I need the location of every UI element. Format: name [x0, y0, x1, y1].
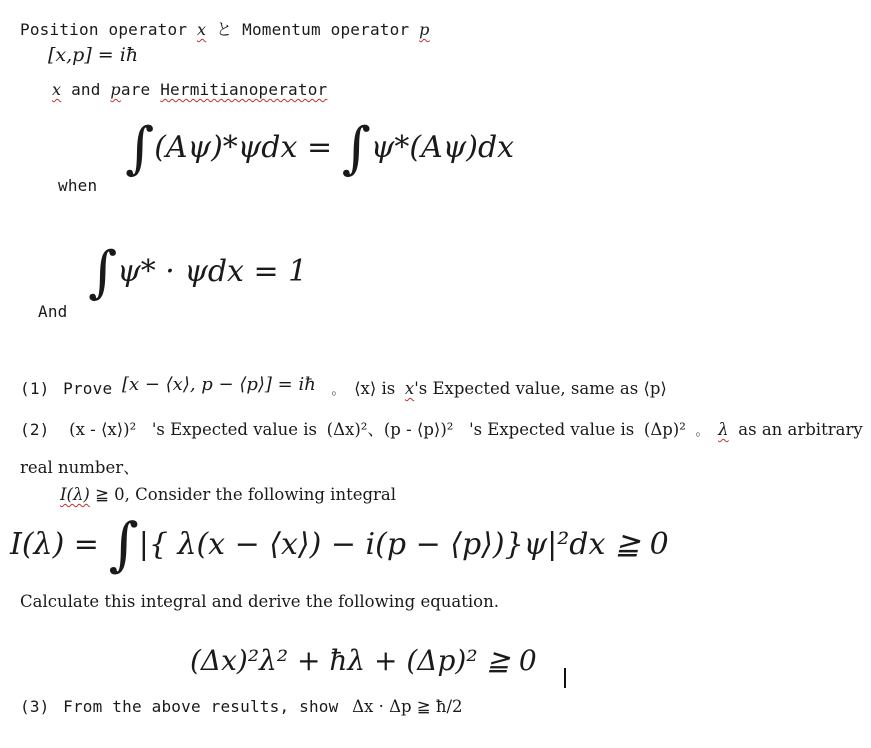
q2-number: (2)	[20, 420, 50, 439]
q2-I-lambda: I(λ)	[60, 485, 90, 504]
eq3-body: |{ λ(x − ⟨x⟩) − i(p − ⟨p⟩)}ψ|²dx ≧ 0	[138, 527, 669, 562]
q2-part-f: as an arbitrary	[738, 420, 863, 439]
q1-rest: 's Expected value, same as ⟨p⟩	[414, 379, 667, 398]
inequality-equation: (Δx)²λ² + ħλ + (Δp)² ≧ 0	[190, 644, 537, 677]
normalization-equation	[88, 236, 307, 309]
q2-part-b: 's Expected value is	[151, 420, 318, 439]
q2-part-d: 's Expected value is	[469, 420, 635, 439]
hermitian-line	[52, 80, 327, 99]
q3-expression: Δx · Δp ≧ ħ/2	[352, 697, 463, 716]
hermitian-x: x	[52, 80, 62, 99]
q1-x: x	[404, 379, 415, 398]
q1-prove: Prove	[63, 379, 113, 398]
hermitian-p: p	[110, 80, 121, 99]
q3-text: From the above results, show	[63, 697, 339, 716]
hermitian-equation	[125, 112, 514, 185]
q1-expression: [x − ⟨x⟩, p − ⟨p⟩] = iħ	[121, 374, 316, 395]
integral-sign: ∫	[125, 116, 155, 181]
intro-prefix: Position operator	[20, 20, 188, 39]
q2-part-e: (Δp)²	[643, 420, 686, 439]
text-cursor	[564, 668, 566, 688]
q2-separator: 。	[695, 424, 709, 439]
q2-lambda: λ	[718, 420, 729, 439]
integral-sign: ∫	[341, 116, 371, 181]
q2-line-3-text: ≧ 0, Consider the following integral	[95, 485, 397, 504]
integral-equation	[10, 508, 669, 581]
q1-number: (1)	[20, 379, 50, 398]
hermitian-are: are	[120, 80, 151, 99]
eq3-lhs: I(λ) =	[10, 527, 99, 562]
eq1-lhs: (Aψ)*ψdx =	[154, 130, 333, 165]
question-3	[20, 697, 463, 716]
intro-and-jp: と	[216, 20, 233, 39]
and-label: And	[38, 302, 68, 321]
commutator-equation: [x,p] = iħ	[48, 44, 139, 66]
momentum-symbol: p	[419, 20, 430, 39]
integral-sign: ∫	[108, 510, 139, 578]
question-2	[20, 416, 863, 440]
hermitian-and: and	[71, 80, 101, 99]
intro-momentum: Momentum operator	[242, 20, 410, 39]
q2-part-c: (Δx)²、(p - ⟨p⟩)²	[326, 420, 454, 439]
q2-line-3	[60, 485, 396, 504]
q2-part-a: (x - ⟨x⟩)²	[69, 420, 137, 439]
q2-line-2: real number、	[20, 458, 140, 477]
when-label: when	[58, 176, 98, 195]
q1-expected: ⟨x⟩ is	[354, 379, 396, 398]
q1-separator: 。	[331, 383, 345, 398]
eq2-expr: ψ* · ψdx = 1	[117, 254, 308, 289]
q3-number: (3)	[20, 697, 50, 716]
question-1	[20, 374, 667, 399]
calc-instruction: Calculate this integral and derive the following equation.	[20, 592, 499, 611]
intro-line	[20, 17, 430, 40]
eq1-rhs: ψ*(Aψ)dx	[370, 130, 515, 165]
integral-sign: ∫	[88, 240, 118, 305]
position-symbol: x	[197, 20, 207, 39]
hermitian-label: Hermitianoperator	[160, 80, 328, 99]
